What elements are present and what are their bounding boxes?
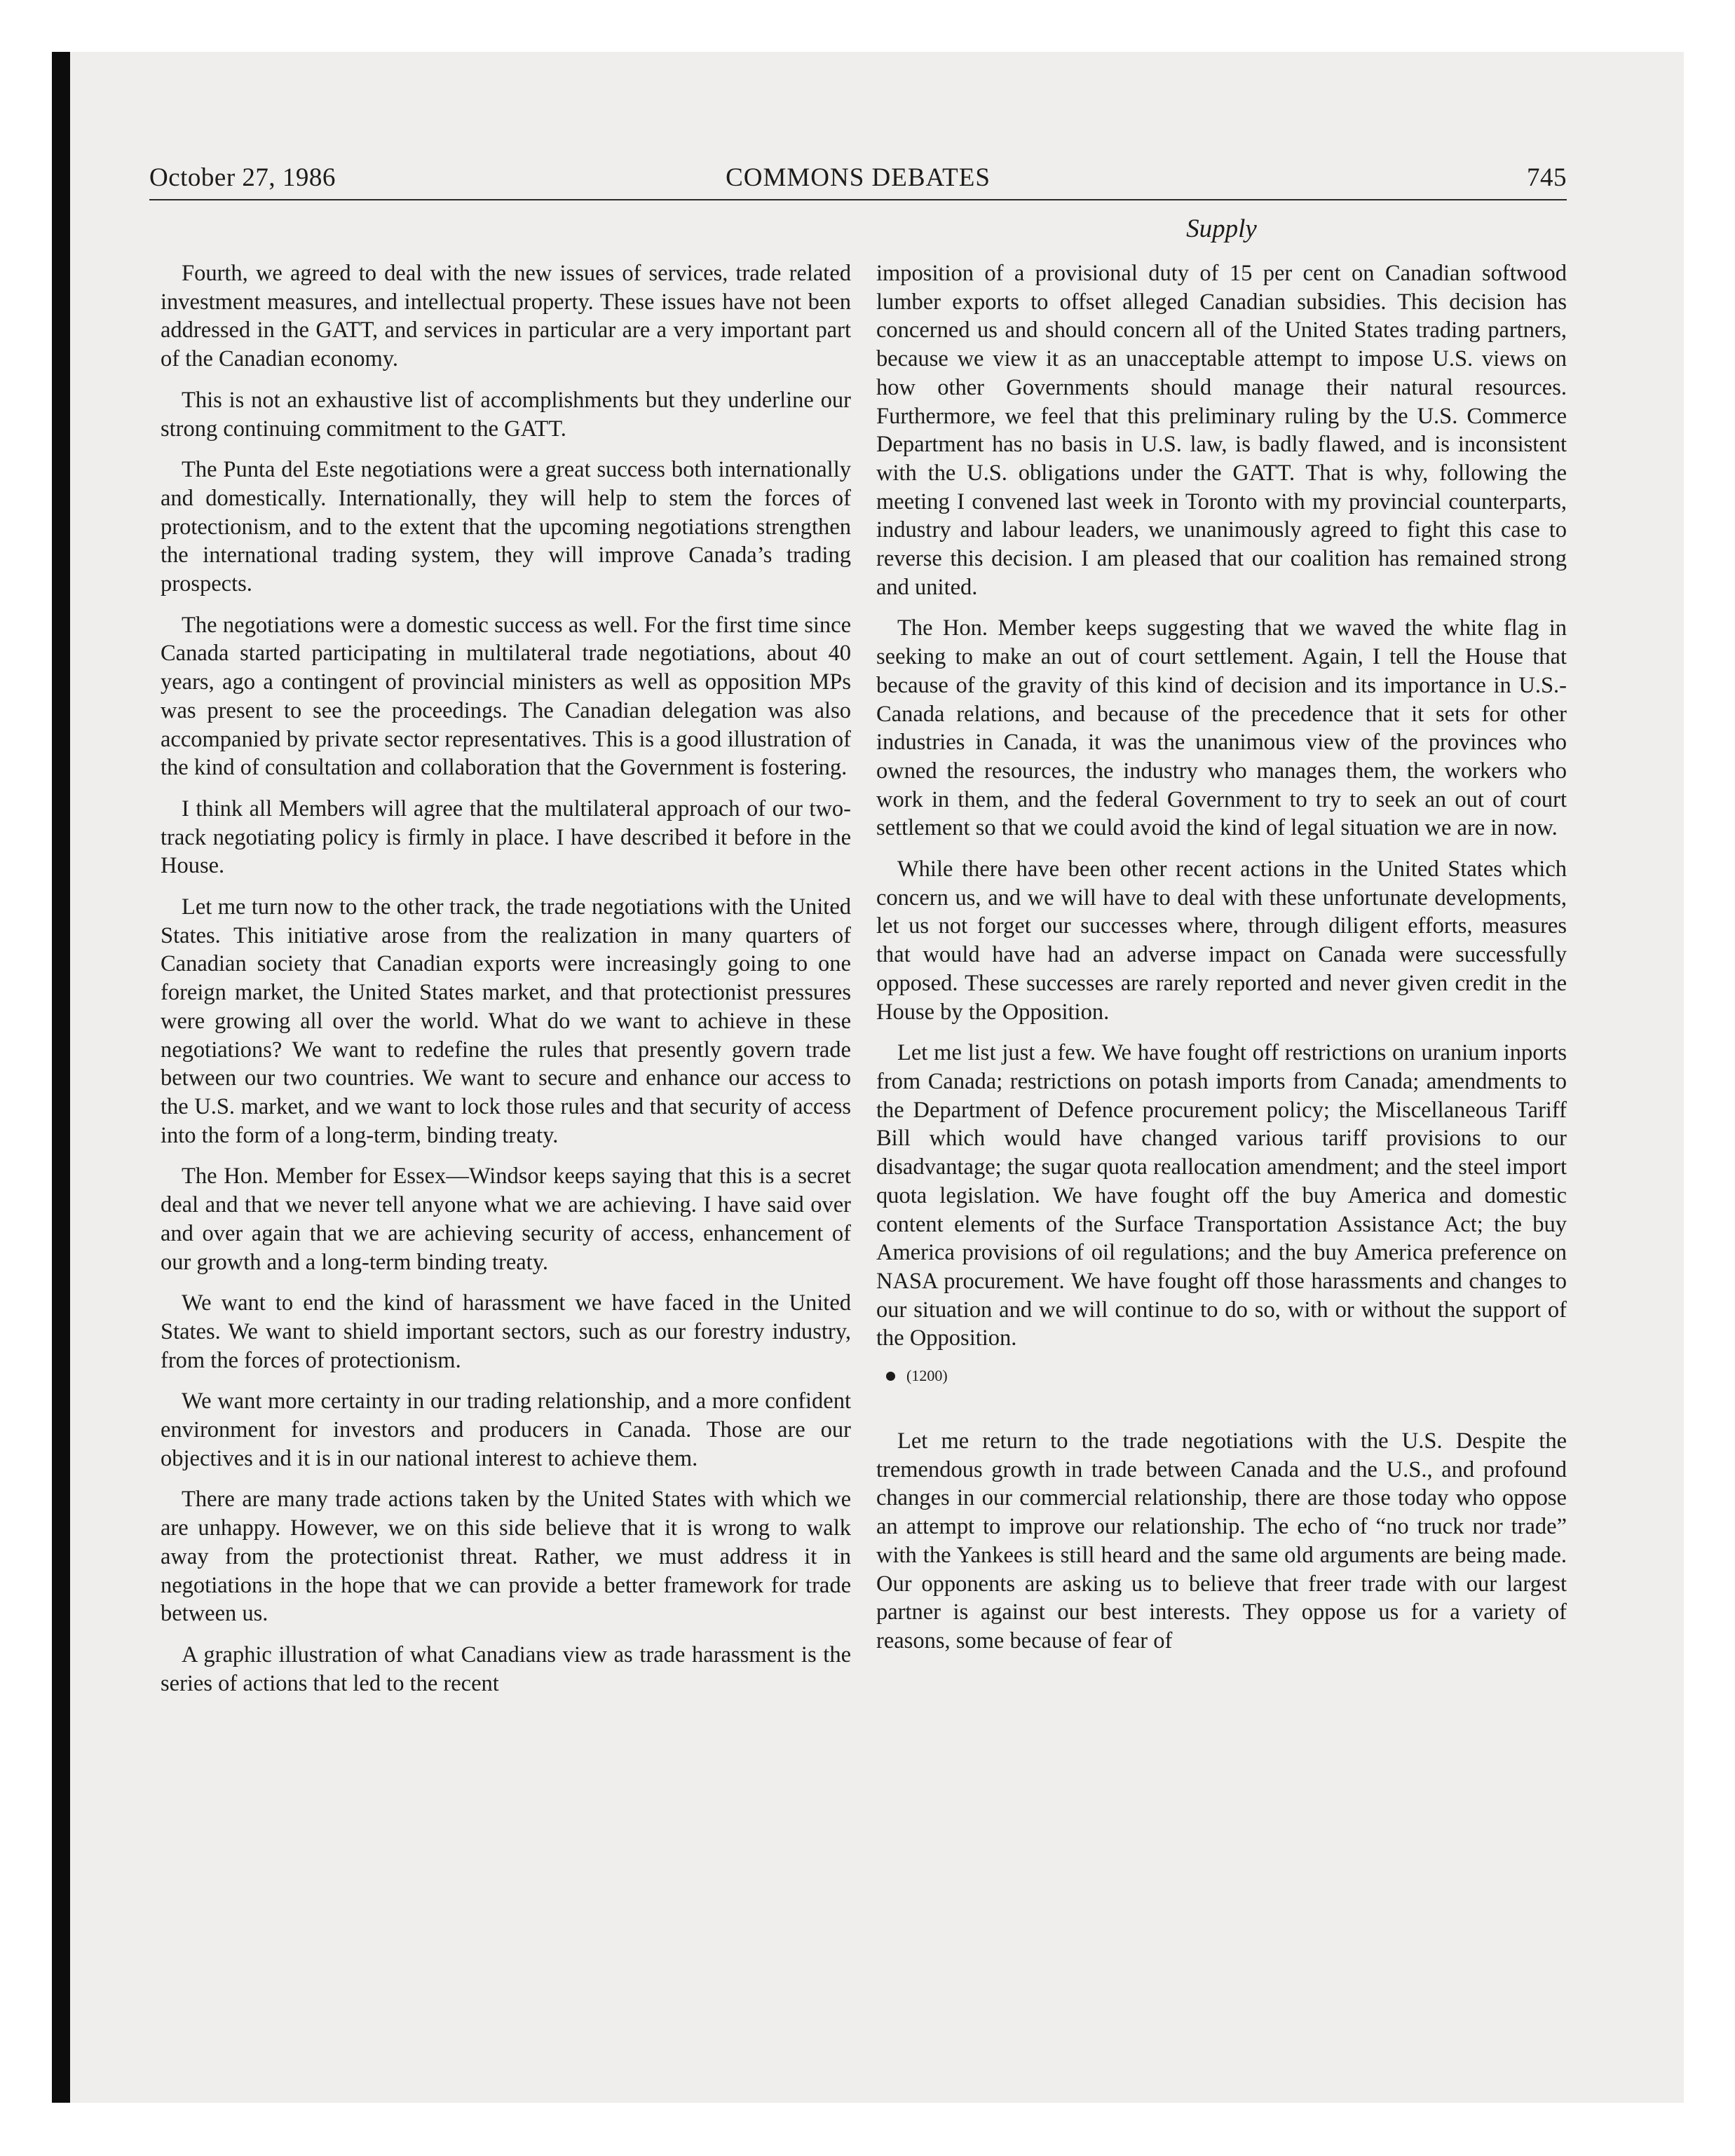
- time-marker-label: (1200): [906, 1367, 948, 1385]
- paragraph: This is not an exhaustive list of accomplishments but they underline our strong continuing commitment to the GATT.: [161, 387, 851, 442]
- paragraph: We want to end the kind of harassment we have faced in the United States. We want to shield important sectors, such as our forestry industry, from the forces of protectionism.: [161, 1290, 851, 1373]
- paragraph: While there have been other recent actions in the United States which concern us, and we will have to deal with these unfortunate developments, let us not forget our successes where, through diligent efforts, measures that would have had an adverse impact on Canada were successfully opposed. These successes are rarely reported and never given credit in the House by the Opposition.: [876, 857, 1567, 1025]
- header-title: COMMONS DEBATES: [726, 163, 991, 192]
- left-column: [161, 259, 851, 1710]
- paragraph: The Hon. Member for Essex—Windsor keeps saying that this is a secret deal and that we never tell anyone what we are achieving. I have said over and over again that we are achieving security of access, enhancement of our growth and a long-term binding treaty.: [161, 1164, 851, 1275]
- paragraph: Let me return to the trade negotiations with the U.S. Despite the tremendous growth in trade between Canada and the U.S., and profound changes in our commercial relationship, there are those today who oppose an attempt to improve our relationship. The echo of “no truck nor trade” with the Yankees is still heard and the same old arguments are being made. Our opponents are asking us to believe that freer trade with our largest partner is against our best interests. They oppose us for a variety of reasons, some because of fear of: [876, 1428, 1567, 1653]
- paragraph: The Punta del Este negotiations were a great success both internationally and domestically. Internationally, they will help to stem the forces of protectionism, and to the extent that the upcoming negotiations strengthen the international trading system, they will improve Canada’s trading prospects.: [161, 457, 851, 597]
- time-marker: [886, 1365, 1567, 1386]
- header-date: October 27, 1986: [149, 163, 336, 192]
- binding-edge: [52, 52, 70, 2103]
- right-column: [876, 259, 1567, 1668]
- paragraph: The negotiations were a domestic success as well. For the first time since Canada started participating in multilateral trade negotiations, about 40 years, ago a contingent of provincial ministers as well as opposition MPs was present to see the proceedings. The Canadian delegation was also accompanied by private sector representatives. This is a good illustration of the kind of consultation and collaboration that the Government is fostering.: [161, 612, 851, 781]
- paragraph: There are many trade actions taken by the United States with which we are unhappy. However, we on this side believe that it is wrong to walk away from the protectionist threat. Rather, we must address it in negotiations in the hope that we can provide a better framework for trade between us.: [161, 1487, 851, 1627]
- page-header: [149, 163, 1567, 198]
- paragraph: We want more certainty in our trading relationship, and a more confident environment for investors and producers in Canada. Those are our objectives and it is in our national interest to achieve them.: [161, 1389, 851, 1471]
- section-heading: Supply: [1186, 214, 1257, 243]
- paragraph: imposition of a provisional duty of 15 per cent on Canadian softwood lumber exports to offset alleged Canadian subsidies. This decision has concerned us and should concern all of the United States trading partners, because we view it as an unacceptable attempt to impose U.S. views on how other Governments should manage their natural resources. Furthermore, we feel that this preliminary ruling by the U.S. Commerce Department has no basis in U.S. law, is badly flawed, and is inconsistent with the U.S. obligations under the GATT. That is why, following the meeting I convened last week in Toronto with my provincial counterparts, industry and labour leaders, we unanimously agreed to fight this case to reverse this decision. I am pleased that our coalition has remained strong and united.: [876, 261, 1567, 600]
- page-number: 745: [1527, 163, 1567, 192]
- header-rule: [149, 199, 1567, 200]
- paragraph: Let me turn now to the other track, the trade negotiations with the United States. This initiative arose from the realization in many quarters of Canadian society that Canadian exports were increasingly going to one foreign market, the United States market, and that protectionist pressures were growing all over the world. What do we want to achieve in these negotiations? We want to redefine the rules that presently govern trade between our two countries. We want to secure and enhance our access to the U.S. market, and we want to lock those rules and that security of access into the form of a long-term, binding treaty.: [161, 894, 851, 1148]
- paragraph: Fourth, we agreed to deal with the new issues of services, trade related investment measures, and intellectual property. These issues have not been addressed in the GATT, and services in particular are a very important part of the Canadian economy.: [161, 261, 851, 372]
- paragraph: A graphic illustration of what Canadians view as trade harassment is the series of actions that led to the recent: [161, 1642, 851, 1696]
- paragraph: The Hon. Member keeps suggesting that we waved the white flag in seeking to make an out of court settlement. Again, I tell the House that because of the gravity of this kind of decision and its importance in U.S.-Canada relations, and because of the precedence that it sets for other industries in Canada, it was the unanimous view of the provinces who owned the resources, the industry who manages them, the workers who work in them, and the federal Government to try to seek an out of court settlement so that we could avoid the kind of legal situation we are in now.: [876, 615, 1567, 841]
- bullet-icon: [886, 1372, 895, 1381]
- paragraph: Let me list just a few. We have fought off restrictions on uranium inports from Canada; restrictions on potash imports from Canada; amendments to the Department of Defence procurement policy; the Miscellaneous Tariff Bill which would have changed various tariff provisions to our disadvantage; the sugar quota reallocation amendment; and the steel import quota legislation. We have fought off the buy America and domestic content elements of the Surface Transportation Assistance Act; the buy America provisions of oil regulations; and the buy America preference on NASA procurement. We have fought off those harassments and changes to our situation and we will continue to do so, with or without the support of the Opposition.: [876, 1040, 1567, 1351]
- paragraph: I think all Members will agree that the multilateral approach of our two-track negotiating policy is firmly in place. I have described it before in the House.: [161, 796, 851, 879]
